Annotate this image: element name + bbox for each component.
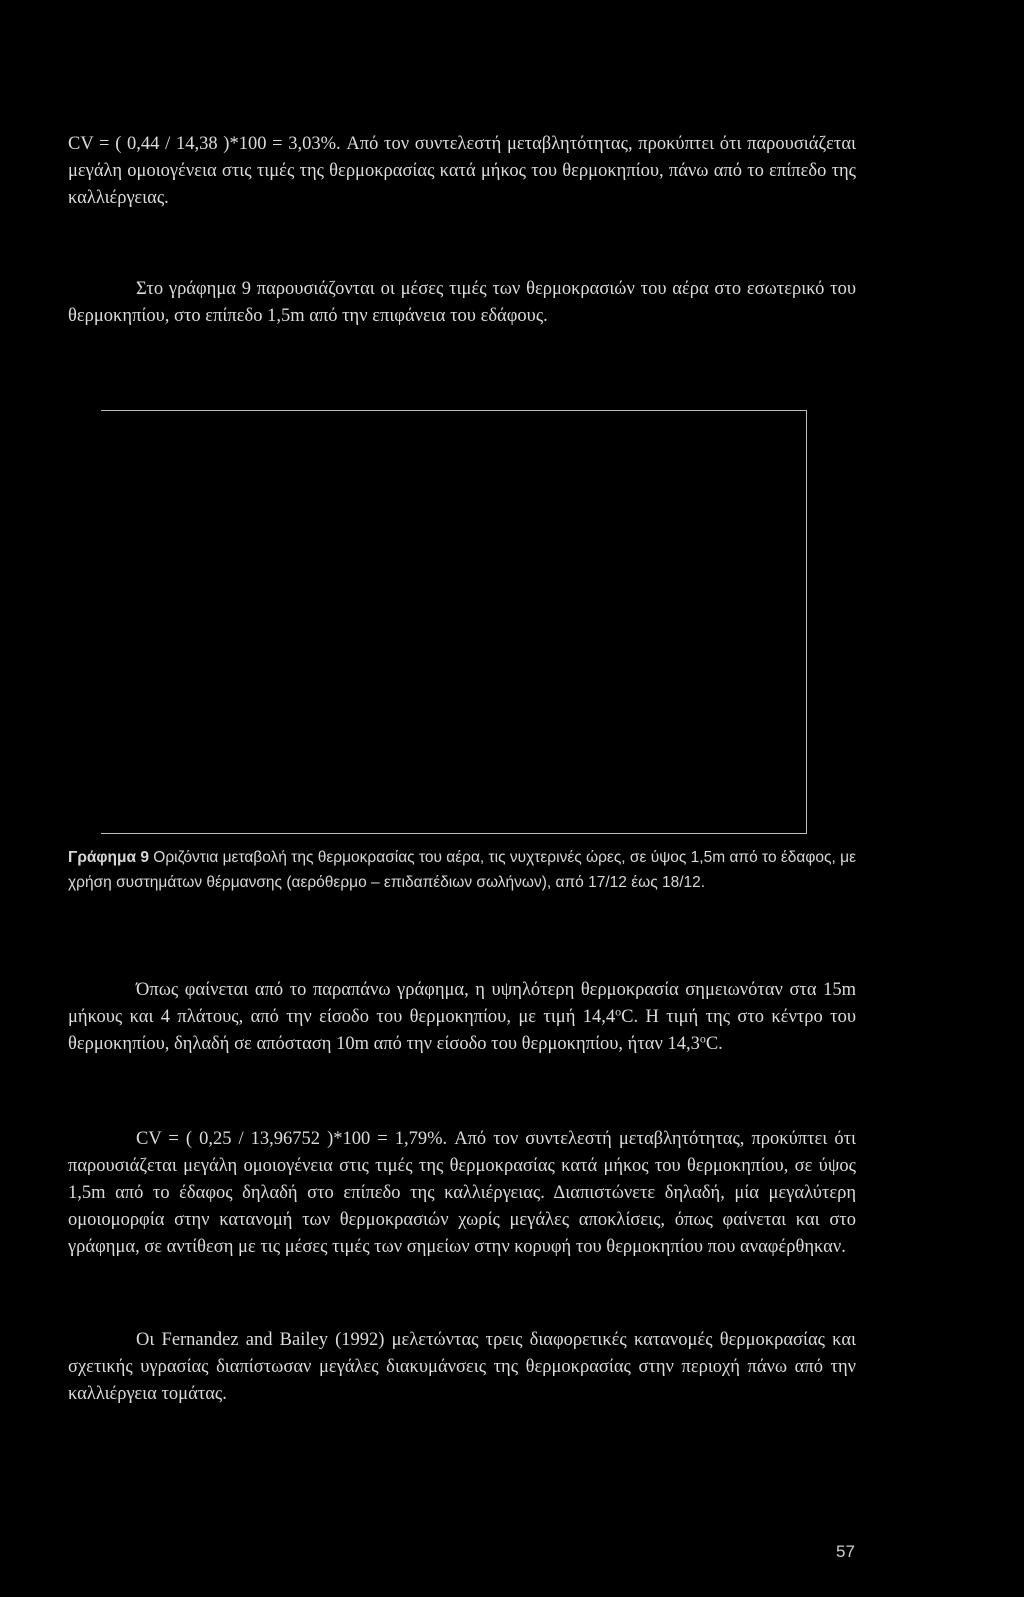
figure-caption-label: Γράφημα 9 (68, 849, 149, 866)
paragraph-text-part3: C. (705, 1034, 723, 1054)
paragraph-text-part2: C. Η τιμή της στο κέντρο του θερμοκηπίου, δηλαδή σε απόσταση 10m από την είσοδο του θερμοκηπίου, ήταν 14,3 (68, 1007, 856, 1054)
degree-superscript-2: o (699, 1031, 706, 1046)
paragraph-cv-bottom: CV = ( 0,25 / 13,96752 )*100 = 1,79%. Από τον συντελεστή μεταβλητότητας, προκύπτει ότι παρουσιάζεται μεγάλη ομοιογένεια στις τιμές της θερμοκρασίας κατά μήκος του θερμοκηπίου, σε ύψος 1,5m από το έδαφος δηλαδή στο επίπεδο της καλλιέργειας. Διαπιστώνετε δηλαδή, μία μεγαλύτερη ομοιομορφία στην κατανομή των θερμοκρασιών χωρίς μεγάλες αποκλίσεις, όπως φαίνεται και στο γράφημα, σε αντίθεση με τις μέσες τιμές των σημείων στην κορυφή του θερμοκηπίου που αναφέρθηκαν. (68, 1129, 856, 1257)
paragraph-highest-temperature (68, 977, 856, 1058)
figure-graph9-placeholder (101, 410, 807, 834)
paragraph-cv-top: CV = ( 0,44 / 14,38 )*100 = 3,03%. Από τον συντελεστή μεταβλητότητας, προκύπτει ότι παρουσιάζεται μεγάλη ομοιογένεια στις τιμές της θερμοκρασίας κατά μήκος του θερμοκηπίου, πάνω από το επίπεδο της καλλιέργειας. (68, 134, 856, 208)
paragraph-text-part1: Όπως φαίνεται από το παραπάνω γράφημα, η υψηλότερη θερμοκρασία σημειωνόταν στα 15m μήκους και 4 πλάτους, από την είσοδο του θερμοκηπίου, με τιμή 14,4 (68, 980, 856, 1027)
degree-superscript-1: o (615, 1004, 622, 1019)
figure-caption (68, 845, 856, 895)
paragraph-fernandez-bailey: Οι Fernandez and Bailey (1992) μελετώντας τρεις διαφορετικές κατανομές θερμοκρασίας και σχετικής υγρασίας διαπίστωσαν μεγάλες διακυμάνσεις της θερμοκρασίας στην περιοχή πάνω από την καλλιέργεια τομάτας. (68, 1330, 856, 1404)
figure-caption-text: Οριζόντια μεταβολή της θερμοκρασίας του αέρα, τις νυχτερινές ώρες, σε ύψος 1,5m από το έδαφος, με χρήση συστημάτων θέρμανσης (αερόθερμο – επιδαπέδιων σωλήνων), από 17/12 έως 18/12. (68, 849, 856, 891)
paragraph-graph9-intro: Στο γράφημα 9 παρουσιάζονται οι μέσες τιμές των θερμοκρασιών του αέρα στο εσωτερικό του θερμοκηπίου, στο επίπεδο 1,5m από την επιφάνεια του εδάφους. (68, 279, 856, 326)
page-number: 57 (836, 1542, 855, 1561)
